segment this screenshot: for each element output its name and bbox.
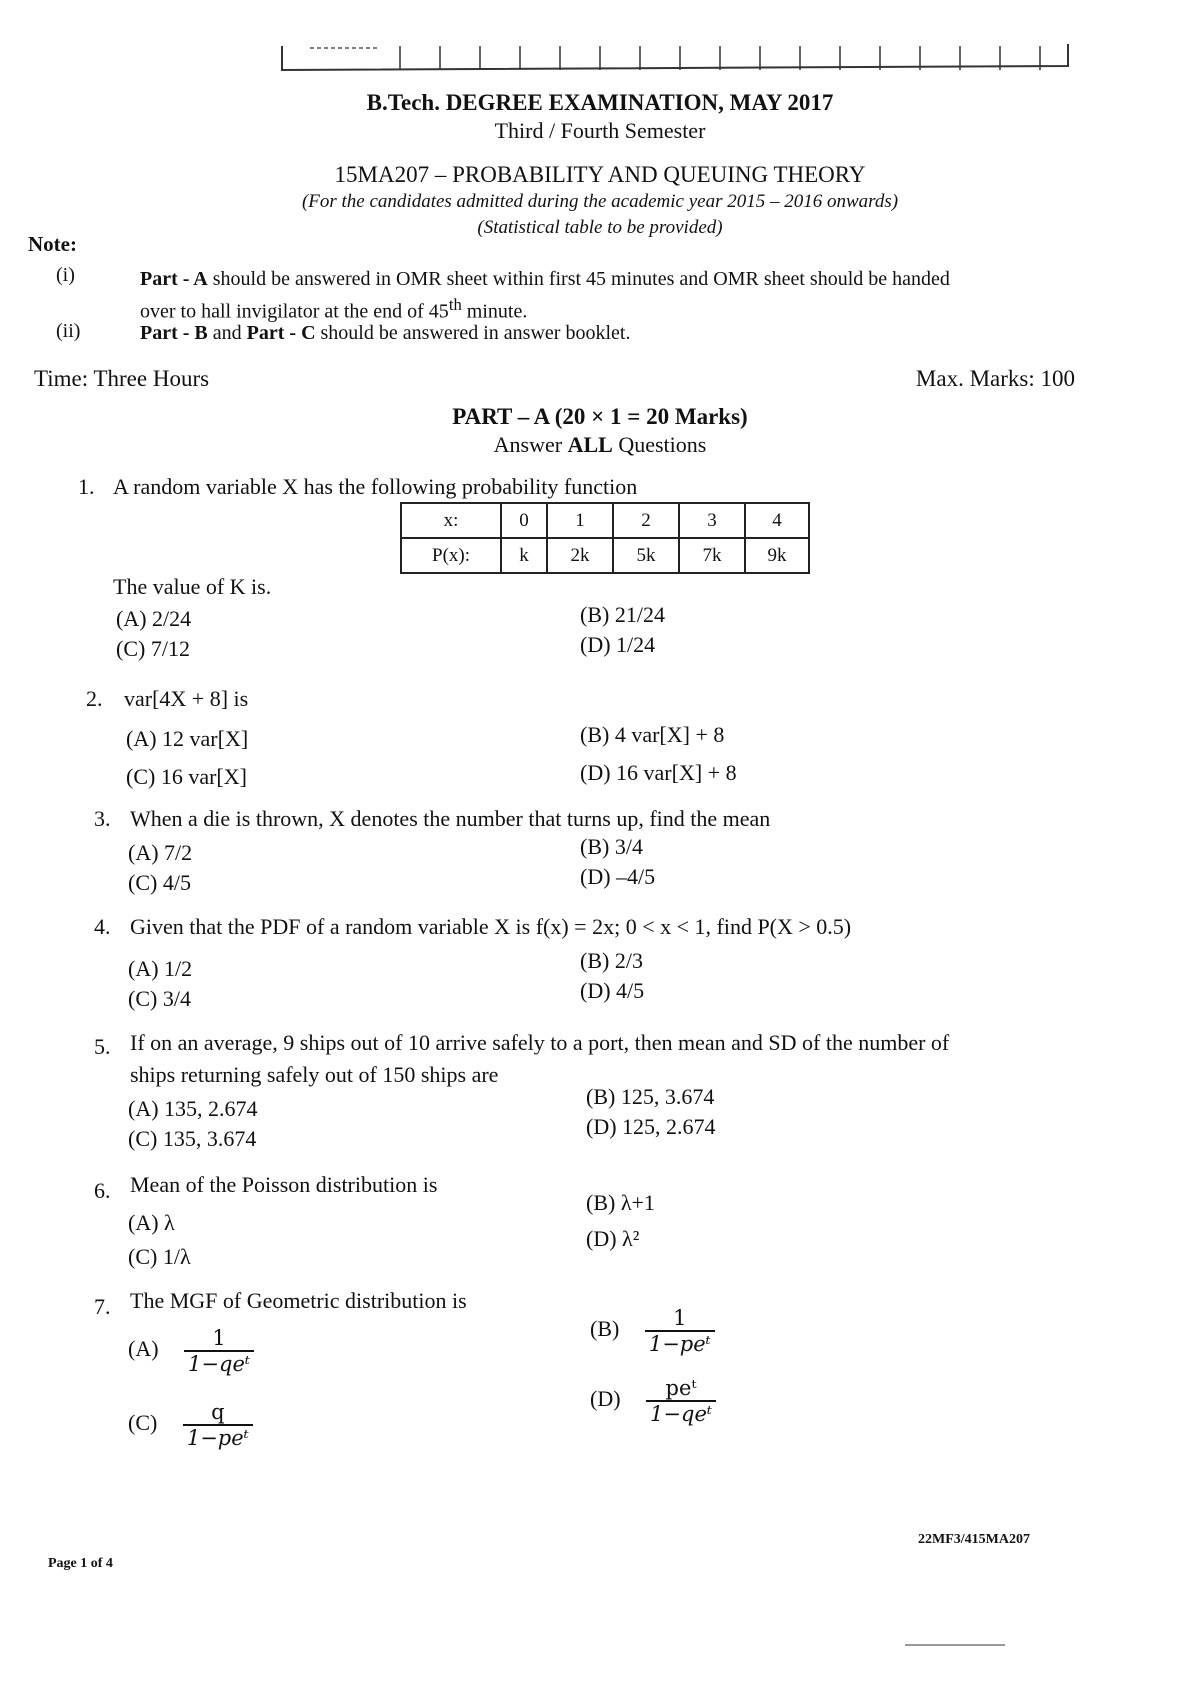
table-cell: P(x): bbox=[401, 538, 501, 573]
table-cell: 7k bbox=[679, 538, 745, 573]
table-row bbox=[401, 503, 809, 538]
option-b: (B) λ+1 bbox=[586, 1190, 655, 1215]
question-number: 5. bbox=[94, 1034, 111, 1059]
question-number: 6. bbox=[94, 1178, 111, 1203]
scan-mark bbox=[905, 1644, 1005, 1646]
option-d: (D) 16 var[X] + 8 bbox=[580, 760, 737, 785]
option-b: (B) 3/4 bbox=[580, 834, 643, 859]
fraction: $\frac{\text{peᵗ}}{\text{1−qeᵗ}}$ bbox=[646, 1376, 716, 1426]
fraction: $\frac{1}{\text{1−peᵗ}}$ bbox=[645, 1306, 715, 1356]
part-a-heading: PART – A (20 × 1 = 20 Marks) bbox=[452, 404, 748, 429]
table-cell: 0 bbox=[501, 503, 547, 538]
option-c: (C) 135, 3.674 bbox=[128, 1126, 257, 1151]
table-cell: 1 bbox=[547, 503, 613, 538]
option-a: (A) 1/2 bbox=[128, 956, 193, 981]
option-c: (C) 1/λ bbox=[128, 1244, 191, 1269]
question-text: The MGF of Geometric distribution is bbox=[130, 1288, 467, 1313]
question-number: 2. bbox=[86, 686, 103, 711]
part-a-instruction: Answer ALL Questions bbox=[493, 432, 707, 457]
register-number-boxes bbox=[280, 40, 1070, 76]
option-d: (D) λ² bbox=[586, 1226, 640, 1251]
option-d: (D) $\frac{\text{peᵗ}}{\text{1−qeᵗ}}$ bbox=[590, 1376, 716, 1426]
option-a: (A) 12 var[X] bbox=[126, 726, 249, 751]
question-number: 4. bbox=[94, 914, 111, 939]
option-c: (C) 3/4 bbox=[128, 986, 191, 1011]
question-text: Given that the PDF of a random variable X is f(x) = 2x; 0 < x < 1, find P(X > 0.5) bbox=[130, 914, 852, 939]
admitted-note: (For the candidates admitted during the academic year 2015 – 2016 onwards) bbox=[301, 191, 899, 212]
option-d: (D) –4/5 bbox=[580, 864, 656, 889]
option-b: (B) 125, 3.674 bbox=[586, 1084, 715, 1109]
option-d: (D) 1/24 bbox=[580, 632, 656, 657]
time-duration: Time: Three Hours bbox=[34, 366, 210, 391]
max-marks: Max. Marks: 100 bbox=[915, 366, 1075, 391]
note-item-number: (i) bbox=[56, 264, 75, 286]
fraction: $\frac{q}{\text{1−peᵗ}}$ bbox=[183, 1400, 253, 1450]
option-c: (C) 16 var[X] bbox=[126, 764, 247, 789]
fraction: $\frac{1}{\text{1−qeᵗ}}$ bbox=[184, 1326, 254, 1376]
question-text: If on an average, 9 ships out of 10 arrive safely to a port, then mean and SD of the number of bbox=[130, 1030, 950, 1055]
option-c: (C) 4/5 bbox=[128, 870, 191, 895]
page-number: Page 1 of 4 bbox=[48, 1556, 113, 1571]
option-b: (B) 21/24 bbox=[580, 602, 665, 627]
course-title: 15MA207 – PROBABILITY AND QUEUING THEORY bbox=[334, 162, 866, 187]
table-cell: 2 bbox=[613, 503, 679, 538]
note-item-text: Part - B and Part - C should be answered in answer booklet. bbox=[140, 322, 631, 344]
table-cell: 2k bbox=[547, 538, 613, 573]
semester-line: Third / Fourth Semester bbox=[494, 118, 706, 143]
option-c: (C) $\frac{q}{\text{1−peᵗ}}$ bbox=[128, 1400, 253, 1450]
note-item-number: (ii) bbox=[56, 320, 81, 342]
table-cell: x: bbox=[401, 503, 501, 538]
table-cell: 3 bbox=[679, 503, 745, 538]
question-number: 3. bbox=[94, 806, 111, 831]
question-text: When a die is thrown, X denotes the number that turns up, find the mean bbox=[130, 806, 771, 831]
question-number: 1. bbox=[78, 474, 95, 499]
table-cell: 4 bbox=[745, 503, 809, 538]
question-text-continued: ships returning safely out of 150 ships are bbox=[130, 1062, 499, 1087]
option-a: (A) 7/2 bbox=[128, 840, 193, 865]
question-text-continued: The value of K is. bbox=[113, 574, 272, 599]
exam-title: B.Tech. DEGREE EXAMINATION, MAY 2017 bbox=[366, 90, 834, 115]
paper-code: 22MF3/415MA207 bbox=[918, 1532, 1030, 1547]
option-d: (D) 125, 2.674 bbox=[586, 1114, 716, 1139]
question-text: Mean of the Poisson distribution is bbox=[130, 1172, 438, 1197]
table-cell: 9k bbox=[745, 538, 809, 573]
table-cell: 5k bbox=[613, 538, 679, 573]
option-a: (A) 2/24 bbox=[116, 606, 192, 631]
option-d: (D) 4/5 bbox=[580, 978, 645, 1003]
table-cell: k bbox=[501, 538, 547, 573]
question-text: A random variable X has the following probability function bbox=[113, 474, 638, 499]
question-text: var[4X + 8] is bbox=[124, 686, 249, 711]
option-b: (B) 4 var[X] + 8 bbox=[580, 722, 725, 747]
note-label: Note: bbox=[28, 232, 77, 256]
option-b: (B) 2/3 bbox=[580, 948, 643, 973]
question-number: 7. bbox=[94, 1294, 111, 1319]
statistical-table-note: (Statistical table to be provided) bbox=[477, 217, 723, 238]
option-a: (A) λ bbox=[128, 1210, 175, 1235]
note-item-text: Part - A should be answered in OMR sheet within first 45 minutes and OMR sheet should be handed over to hall invigilator at the end of 45th minute. bbox=[140, 268, 950, 323]
option-a: (A) $\frac{1}{\text{1−qeᵗ}}$ bbox=[128, 1326, 254, 1376]
option-c: (C) 7/12 bbox=[116, 636, 190, 661]
probability-table bbox=[400, 502, 810, 574]
option-a: (A) 135, 2.674 bbox=[128, 1096, 258, 1121]
option-b: (B) $\frac{1}{\text{1−peᵗ}}$ bbox=[590, 1306, 715, 1356]
table-row bbox=[401, 538, 809, 573]
